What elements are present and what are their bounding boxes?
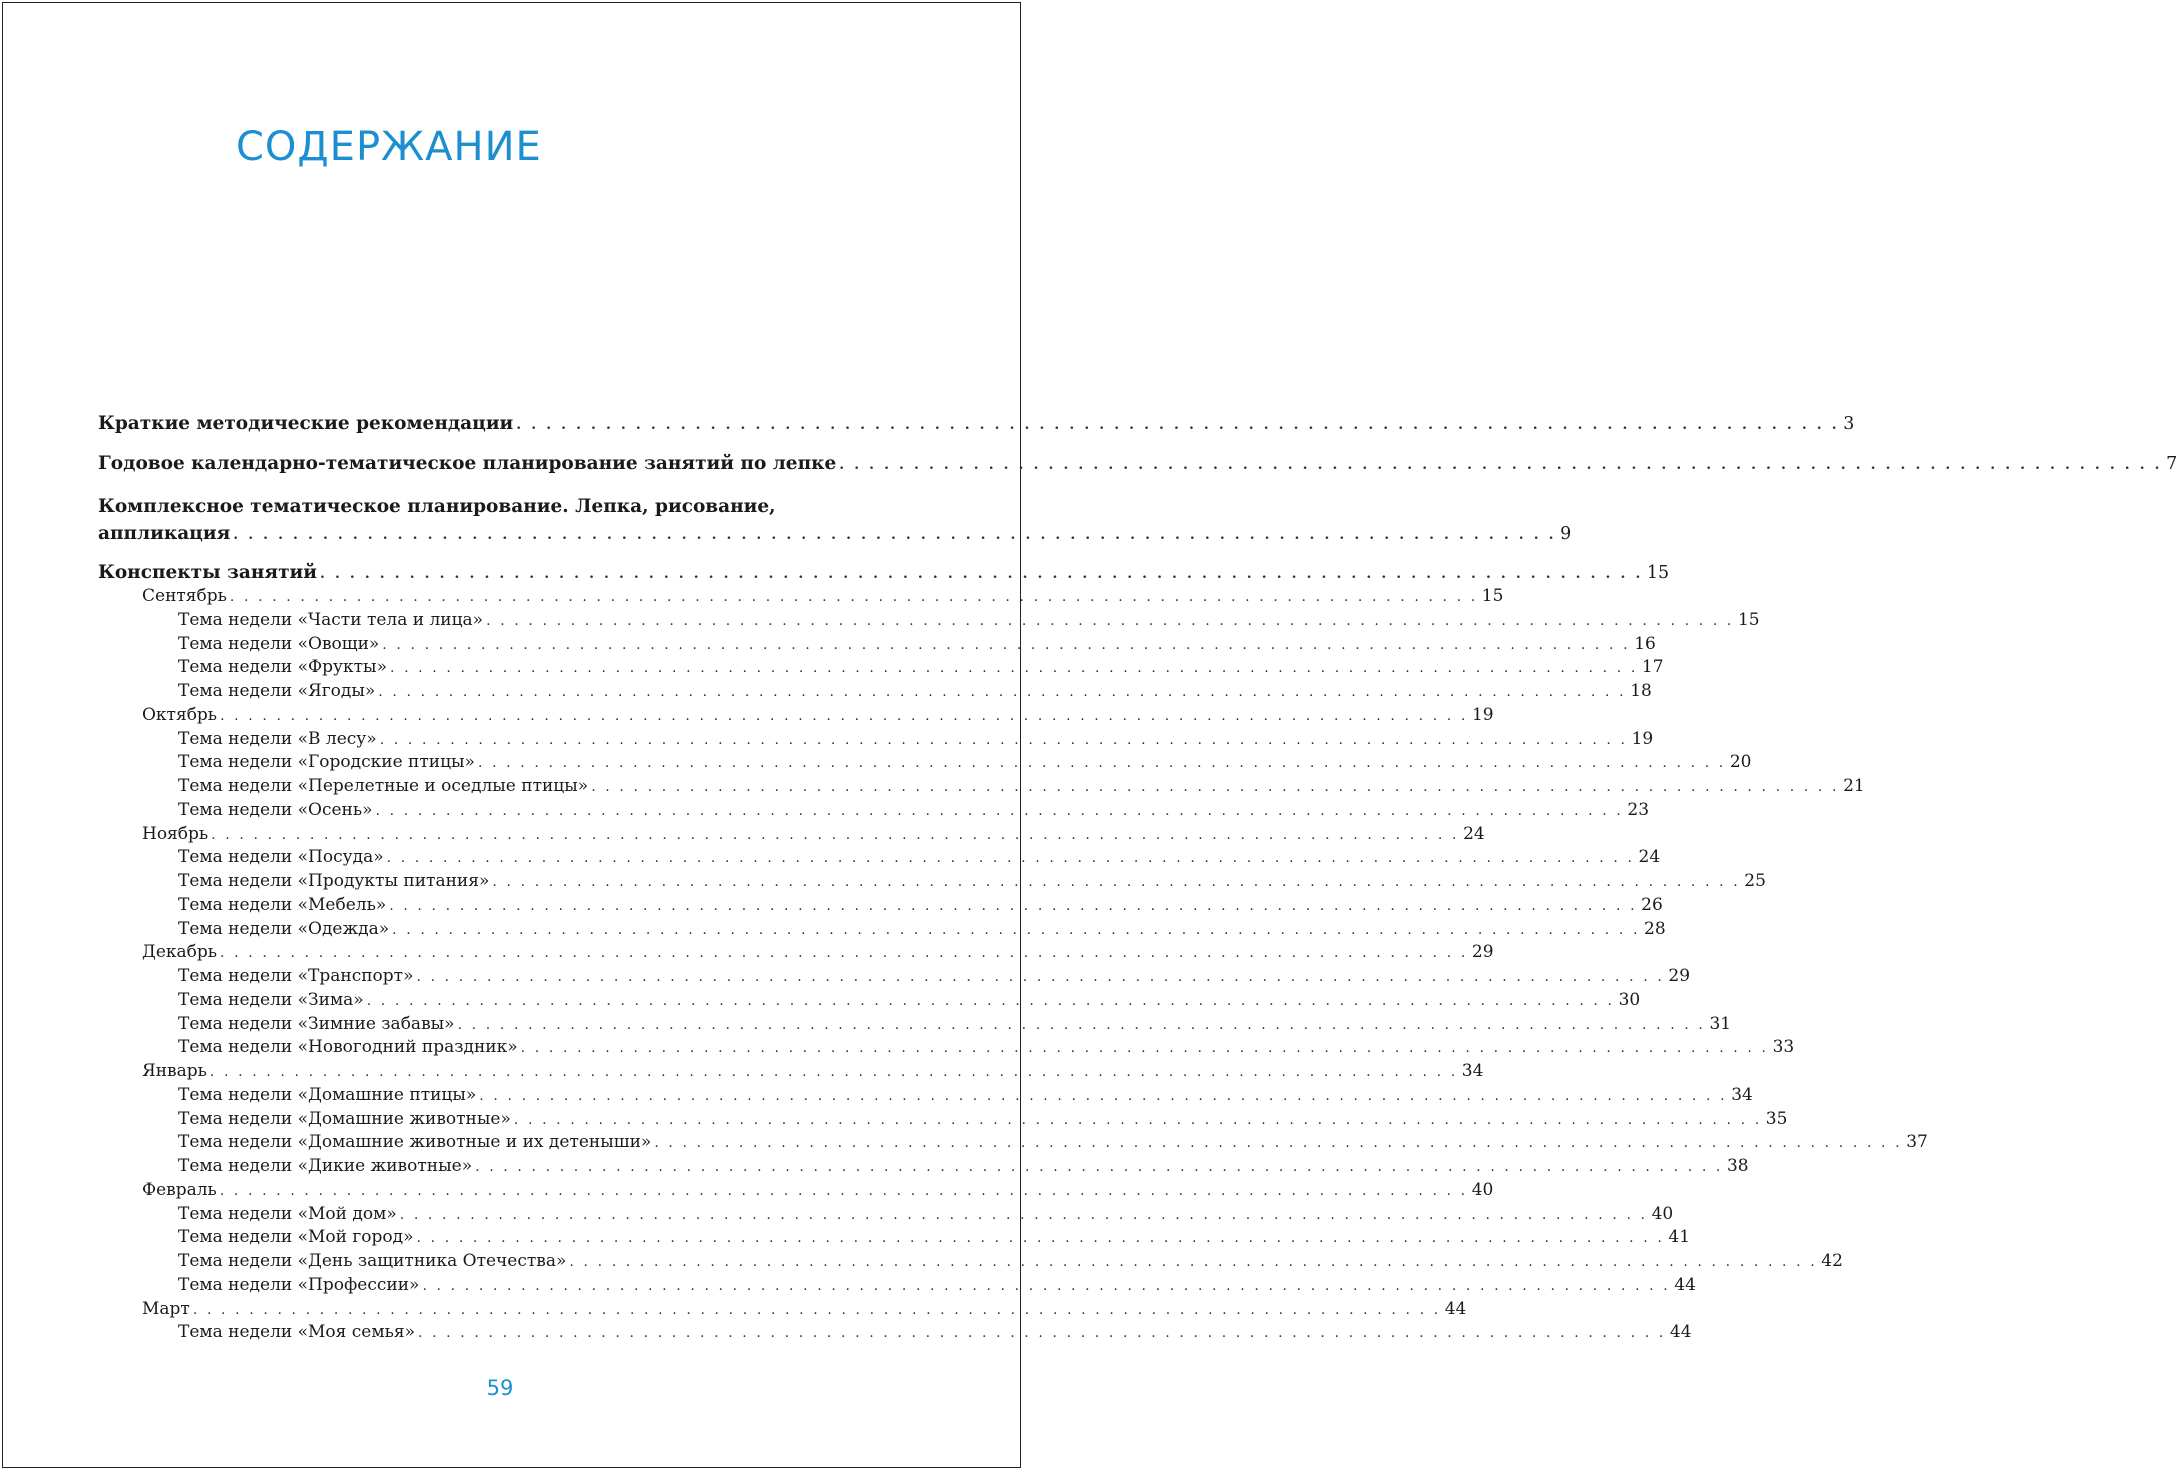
- table-of-contents: [98, 412, 2177, 1345]
- toc-entry-recommendations[interactable]: Краткие методические рекомендации . . . . . . . . . . . . . . . . . . . . . . . . . . . . . . . . . . . . . . . . . . . . . . . . . . . . . . . . . . . . . . . . . . . . . . . . . . . . . . . . . . . . . . . . . 3: [98, 413, 1855, 434]
- toc-topic[interactable]: Тема недели «Домашние животные и их детеныши» . . . . . . . . . . . . . . . . . . . . . . . . . . . . . . . . . . . . . . . . . . . . . . . . . . . . . . . . . . . . . . . . . . . . . . . . . . . . . . . . . . . . . . . . . 37: [178, 1132, 1928, 1153]
- toc-topic[interactable]: Тема недели «Дикие животные» . . . . . . . . . . . . . . . . . . . . . . . . . . . . . . . . . . . . . . . . . . . . . . . . . . . . . . . . . . . . . . . . . . . . . . . . . . . . . . . . . . . . . . . . . 38: [178, 1156, 1749, 1176]
- toc-topic[interactable]: Тема недели «Городские птицы» . . . . . . . . . . . . . . . . . . . . . . . . . . . . . . . . . . . . . . . . . . . . . . . . . . . . . . . . . . . . . . . . . . . . . . . . . . . . . . . . . . . . . . . . . 20: [178, 752, 1752, 773]
- toc-topic[interactable]: Тема недели «Транспорт» . . . . . . . . . . . . . . . . . . . . . . . . . . . . . . . . . . . . . . . . . . . . . . . . . . . . . . . . . . . . . . . . . . . . . . . . . . . . . . . . . . . . . . . . . 29: [178, 966, 1691, 986]
- toc-topic[interactable]: Тема недели «Домашние птицы» . . . . . . . . . . . . . . . . . . . . . . . . . . . . . . . . . . . . . . . . . . . . . . . . . . . . . . . . . . . . . . . . . . . . . . . . . . . . . . . . . . . . . . . . . 34: [178, 1084, 1753, 1105]
- toc-topic[interactable]: Тема недели «Мой дом» . . . . . . . . . . . . . . . . . . . . . . . . . . . . . . . . . . . . . . . . . . . . . . . . . . . . . . . . . . . . . . . . . . . . . . . . . . . . . . . . . . . . . . . . . 40: [178, 1203, 1674, 1224]
- toc-month-february[interactable]: Февраль . . . . . . . . . . . . . . . . . . . . . . . . . . . . . . . . . . . . . . . . . . . . . . . . . . . . . . . . . . . . . . . . . . . . . . . . . . . . . . . . . . . . . . . . . 40: [142, 1179, 1494, 1200]
- toc-topic[interactable]: Тема недели «Фрукты» . . . . . . . . . . . . . . . . . . . . . . . . . . . . . . . . . . . . . . . . . . . . . . . . . . . . . . . . . . . . . . . . . . . . . . . . . . . . . . . . . . . . . . . . . 17: [178, 657, 1664, 678]
- toc-topic[interactable]: Тема недели «Мебель» . . . . . . . . . . . . . . . . . . . . . . . . . . . . . . . . . . . . . . . . . . . . . . . . . . . . . . . . . . . . . . . . . . . . . . . . . . . . . . . . . . . . . . . . . 26: [178, 894, 1663, 915]
- page-number: 59: [486, 1376, 514, 1400]
- toc-month-october[interactable]: Октябрь . . . . . . . . . . . . . . . . . . . . . . . . . . . . . . . . . . . . . . . . . . . . . . . . . . . . . . . . . . . . . . . . . . . . . . . . . . . . . . . . . . . . . . . . . 19: [142, 704, 1494, 725]
- toc-topic[interactable]: Тема недели «Овощи» . . . . . . . . . . . . . . . . . . . . . . . . . . . . . . . . . . . . . . . . . . . . . . . . . . . . . . . . . . . . . . . . . . . . . . . . . . . . . . . . . . . . . . . . . 16: [178, 633, 1656, 654]
- toc-month-november[interactable]: Ноябрь . . . . . . . . . . . . . . . . . . . . . . . . . . . . . . . . . . . . . . . . . . . . . . . . . . . . . . . . . . . . . . . . . . . . . . . . . . . . . . . . . . . . . . . . . 24: [142, 823, 1485, 844]
- toc-topic[interactable]: Тема недели «Профессии» . . . . . . . . . . . . . . . . . . . . . . . . . . . . . . . . . . . . . . . . . . . . . . . . . . . . . . . . . . . . . . . . . . . . . . . . . . . . . . . . . . . . . . . . . 44: [178, 1274, 1696, 1295]
- toc-month-december[interactable]: Декабрь . . . . . . . . . . . . . . . . . . . . . . . . . . . . . . . . . . . . . . . . . . . . . . . . . . . . . . . . . . . . . . . . . . . . . . . . . . . . . . . . . . . . . . . . . 29: [142, 942, 1494, 963]
- toc-month-january[interactable]: Январь . . . . . . . . . . . . . . . . . . . . . . . . . . . . . . . . . . . . . . . . . . . . . . . . . . . . . . . . . . . . . . . . . . . . . . . . . . . . . . . . . . . . . . . . . 34: [142, 1061, 1484, 1081]
- toc-topic[interactable]: Тема недели «Зима» . . . . . . . . . . . . . . . . . . . . . . . . . . . . . . . . . . . . . . . . . . . . . . . . . . . . . . . . . . . . . . . . . . . . . . . . . . . . . . . . . . . . . . . . . 30: [178, 989, 1641, 1010]
- toc-topic[interactable]: Тема недели «Части тела и лица» . . . . . . . . . . . . . . . . . . . . . . . . . . . . . . . . . . . . . . . . . . . . . . . . . . . . . . . . . . . . . . . . . . . . . . . . . . . . . . . . . . . . . . . . . 15: [178, 609, 1760, 630]
- toc-topic[interactable]: Тема недели «Перелетные и оседлые птицы» . . . . . . . . . . . . . . . . . . . . . . . . . . . . . . . . . . . . . . . . . . . . . . . . . . . . . . . . . . . . . . . . . . . . . . . . . . . . . . . . . . . . . . . . . 21: [178, 776, 1865, 796]
- toc-topic[interactable]: Тема недели «В лесу» . . . . . . . . . . . . . . . . . . . . . . . . . . . . . . . . . . . . . . . . . . . . . . . . . . . . . . . . . . . . . . . . . . . . . . . . . . . . . . . . . . . . . . . . . 19: [178, 728, 1654, 749]
- toc-topic[interactable]: Тема недели «Домашние животные» . . . . . . . . . . . . . . . . . . . . . . . . . . . . . . . . . . . . . . . . . . . . . . . . . . . . . . . . . . . . . . . . . . . . . . . . . . . . . . . . . . . . . . . . . 35: [178, 1108, 1788, 1129]
- toc-topic[interactable]: Тема недели «Мой город» . . . . . . . . . . . . . . . . . . . . . . . . . . . . . . . . . . . . . . . . . . . . . . . . . . . . . . . . . . . . . . . . . . . . . . . . . . . . . . . . . . . . . . . . . 41: [178, 1227, 1691, 1248]
- toc-topic[interactable]: Тема недели «Осень» . . . . . . . . . . . . . . . . . . . . . . . . . . . . . . . . . . . . . . . . . . . . . . . . . . . . . . . . . . . . . . . . . . . . . . . . . . . . . . . . . . . . . . . . . 23: [178, 799, 1650, 820]
- toc-topic[interactable]: Тема недели «День защитника Отечества» . . . . . . . . . . . . . . . . . . . . . . . . . . . . . . . . . . . . . . . . . . . . . . . . . . . . . . . . . . . . . . . . . . . . . . . . . . . . . . . . . . . . . . . . . 42: [178, 1251, 1843, 1271]
- toc-topic[interactable]: Тема недели «Ягоды» . . . . . . . . . . . . . . . . . . . . . . . . . . . . . . . . . . . . . . . . . . . . . . . . . . . . . . . . . . . . . . . . . . . . . . . . . . . . . . . . . . . . . . . . . 18: [178, 681, 1652, 701]
- toc-entry-complex-plan-line2[interactable]: аппликация . . . . . . . . . . . . . . . . . . . . . . . . . . . . . . . . . . . . . . . . . . . . . . . . . . . . . . . . . . . . . . . . . . . . . . . . . . . . . . . . . . . . . . . . . 9: [98, 522, 1572, 544]
- toc-entry-lesson-notes[interactable]: Конспекты занятий . . . . . . . . . . . . . . . . . . . . . . . . . . . . . . . . . . . . . . . . . . . . . . . . . . . . . . . . . . . . . . . . . . . . . . . . . . . . . . . . . . . . . . . . . 15: [98, 562, 1670, 584]
- toc-entry-complex-plan-line1[interactable]: Комплексное тематическое планирование. Лепка, рисование,: [98, 495, 776, 517]
- toc-topic[interactable]: Тема недели «Посуда» . . . . . . . . . . . . . . . . . . . . . . . . . . . . . . . . . . . . . . . . . . . . . . . . . . . . . . . . . . . . . . . . . . . . . . . . . . . . . . . . . . . . . . . . . 24: [178, 847, 1661, 868]
- toc-topic[interactable]: Тема недели «Моя семья» . . . . . . . . . . . . . . . . . . . . . . . . . . . . . . . . . . . . . . . . . . . . . . . . . . . . . . . . . . . . . . . . . . . . . . . . . . . . . . . . . . . . . . . . . 44: [178, 1322, 1692, 1343]
- toc-month-march[interactable]: Март . . . . . . . . . . . . . . . . . . . . . . . . . . . . . . . . . . . . . . . . . . . . . . . . . . . . . . . . . . . . . . . . . . . . . . . . . . . . . . . . . . . . . . . . . 44: [142, 1298, 1467, 1319]
- toc-entry-annual-plan[interactable]: Годовое календарно-тематическое планирование занятий по лепке . . . . . . . . . . . . . . . . . . . . . . . . . . . . . . . . . . . . . . . . . . . . . . . . . . . . . . . . . . . . . . . . . . . . . . . . . . . . . . . . . . . . . . . . . 7: [98, 452, 2177, 474]
- toc-topic[interactable]: Тема недели «Зимние забавы» . . . . . . . . . . . . . . . . . . . . . . . . . . . . . . . . . . . . . . . . . . . . . . . . . . . . . . . . . . . . . . . . . . . . . . . . . . . . . . . . . . . . . . . . . 31: [178, 1013, 1732, 1034]
- page-title: СОДЕРЖАНИЕ: [236, 123, 542, 170]
- toc-month-september[interactable]: Сентябрь . . . . . . . . . . . . . . . . . . . . . . . . . . . . . . . . . . . . . . . . . . . . . . . . . . . . . . . . . . . . . . . . . . . . . . . . . . . . . . . . . . . . . . . . . 15: [142, 586, 1504, 606]
- toc-topic[interactable]: Тема недели «Новогодний праздник» . . . . . . . . . . . . . . . . . . . . . . . . . . . . . . . . . . . . . . . . . . . . . . . . . . . . . . . . . . . . . . . . . . . . . . . . . . . . . . . . . . . . . . . . . 33: [178, 1037, 1795, 1058]
- toc-topic[interactable]: Тема недели «Продукты питания» . . . . . . . . . . . . . . . . . . . . . . . . . . . . . . . . . . . . . . . . . . . . . . . . . . . . . . . . . . . . . . . . . . . . . . . . . . . . . . . . . . . . . . . . . 25: [178, 871, 1766, 891]
- toc-topic[interactable]: Тема недели «Одежда» . . . . . . . . . . . . . . . . . . . . . . . . . . . . . . . . . . . . . . . . . . . . . . . . . . . . . . . . . . . . . . . . . . . . . . . . . . . . . . . . . . . . . . . . . 28: [178, 918, 1666, 939]
